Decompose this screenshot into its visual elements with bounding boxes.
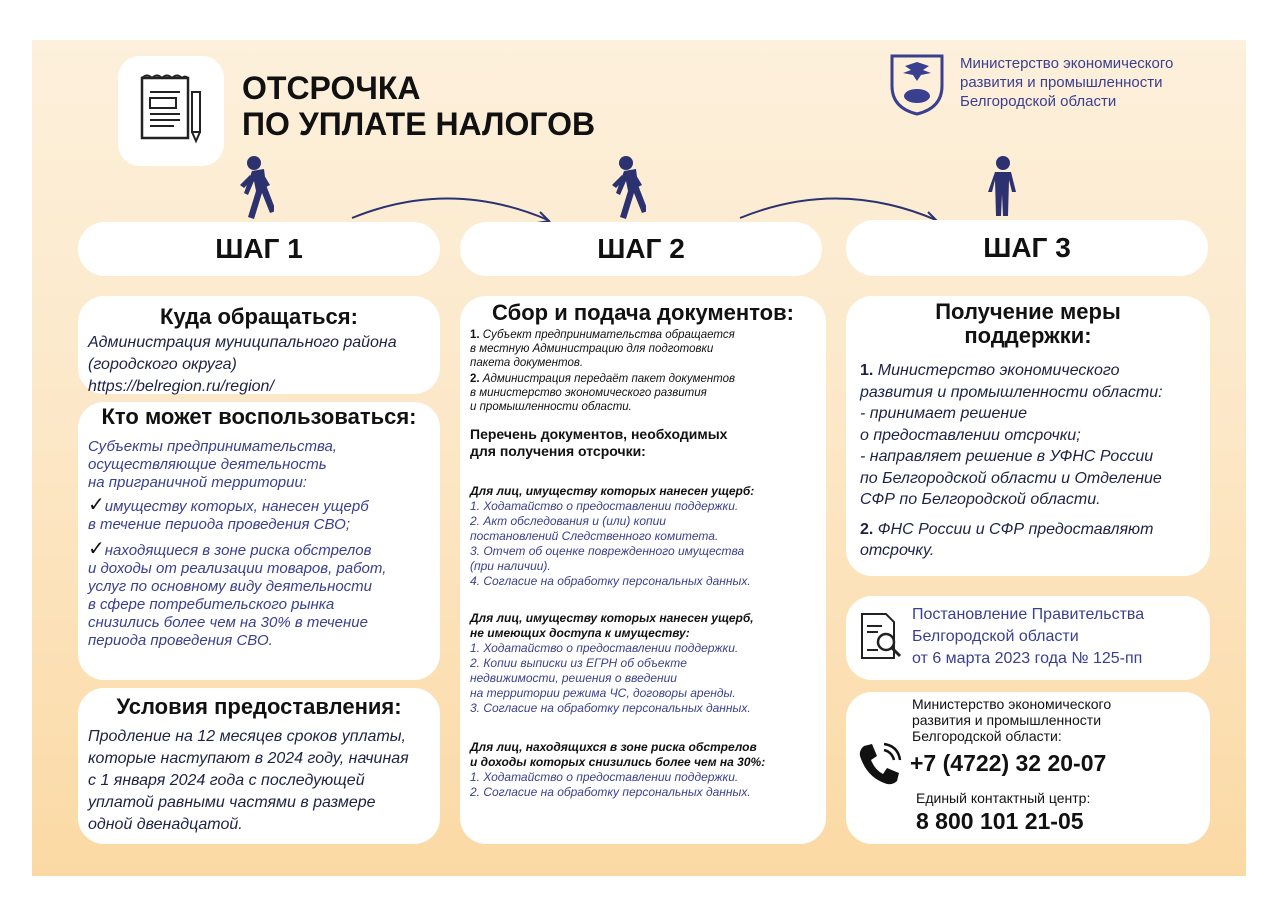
- documents-line: Субъект предпринимательства обращается: [482, 329, 735, 341]
- support-title-line: Получение меры: [935, 299, 1121, 324]
- contact-line: Белгородской области:: [912, 728, 1062, 744]
- who-line: имуществу которых, нанесен ущерб: [104, 498, 369, 515]
- step-3-pill: ШАГ 3: [846, 220, 1208, 276]
- who-intro: [88, 438, 430, 492]
- documents-line: 2. Акт обследования и (или) копии: [470, 514, 666, 528]
- ministry-phone: +7 (4722) 32 20-07: [910, 750, 1107, 776]
- step-number: 2.: [860, 520, 874, 538]
- contact-center-label: Единый контактный центр:: [916, 790, 1091, 806]
- support-line: отсрочку.: [860, 542, 935, 559]
- who-title: Кто может воспользоваться:: [101, 404, 417, 429]
- documents-line: 1. Ходатайство о предоставлении поддержки.: [470, 770, 739, 784]
- documents-line: 3. Отчет об оценке поврежденного имущества: [470, 544, 745, 558]
- contact-line: развития и промышленности: [912, 712, 1102, 728]
- conditions-line: уплатой равными частями в размере: [88, 794, 376, 811]
- conditions-line: Продление на 12 месяцев сроков уплаты,: [88, 728, 406, 745]
- documents-title: Сбор и подача документов:: [492, 300, 794, 325]
- standing-person-icon: [986, 156, 1020, 218]
- documents-line: на территории режима ЧС, договоры аренды.: [470, 686, 736, 700]
- where-line: https://belregion.ru/region/: [88, 378, 274, 395]
- step-number: 2.: [470, 373, 480, 385]
- step-1-pill: ШАГ 1: [78, 222, 440, 276]
- documents-line: недвижимости, решения о введении: [470, 671, 677, 685]
- decree-card: [846, 596, 1210, 680]
- document-magnifier-icon: [858, 610, 904, 664]
- documents-card: [460, 296, 826, 844]
- documents-line: 1. Ходатайство о предоставлении поддержки.: [470, 641, 739, 655]
- conditions-line: с 1 января 2024 года с последующей: [88, 772, 365, 789]
- who-line: Субъекты предпринимательства,: [88, 438, 337, 455]
- documents-line: 2. Копии выписки из ЕГРН об объекте: [470, 656, 687, 670]
- decree-line: Белгородской области: [912, 628, 1079, 645]
- who-line: снизились более чем на 30% в течение: [88, 614, 368, 631]
- decree-line: от 6 марта 2023 года № 125-пп: [912, 650, 1143, 667]
- support-line: - направляет решение в УФНС России: [860, 448, 1154, 465]
- who-line: периода проведения СВО.: [88, 632, 273, 649]
- documents-line: Перечень документов, необходимых: [470, 426, 728, 442]
- documents-line: для получения отсрочки:: [470, 443, 646, 459]
- documents-step-1: [470, 328, 816, 370]
- conditions-title: Условия предоставления:: [116, 694, 402, 719]
- decree-text: [912, 604, 1144, 670]
- where-to-apply-card: [78, 296, 440, 394]
- support-text: [860, 360, 1196, 562]
- where-line: (городского округа): [88, 356, 237, 373]
- conditions-text: [88, 726, 430, 836]
- step-number: 1.: [470, 329, 480, 341]
- where-line: Администрация муниципального района: [88, 334, 397, 351]
- documents-group-3: [470, 740, 816, 800]
- ministry-name: [960, 54, 1173, 111]
- documents-line: пакета документов.: [470, 357, 584, 369]
- where-text: [88, 332, 430, 398]
- phone-icon: [854, 740, 904, 790]
- conditions-line: одной двенадцатой.: [88, 816, 243, 833]
- step-number: 1.: [860, 362, 874, 379]
- who-line: на приграничной территории:: [88, 474, 307, 491]
- documents-line: Администрация передаёт пакет документов: [482, 373, 736, 385]
- support-line: - принимает решение: [860, 405, 1028, 422]
- conditions-card: [78, 688, 440, 844]
- who-line: в течение периода проведения СВО;: [88, 516, 350, 533]
- documents-line: в министерство экономического развития: [470, 387, 707, 399]
- support-line: о предоставлении отсрочки;: [860, 426, 1081, 444]
- contact-card: [846, 692, 1210, 844]
- documents-line: в местную Администрацию для подготовки: [470, 343, 714, 355]
- checkmark-icon: ✓: [88, 494, 105, 516]
- title-line-2: ПО УПЛАТЕ НАЛОГОВ: [242, 106, 596, 142]
- who-check-1: [88, 496, 430, 534]
- ministry-line: развития и промышленности: [960, 74, 1163, 91]
- documents-list-title: [470, 426, 816, 460]
- who-can-use-card: [78, 402, 440, 680]
- support-line: развития и промышленности области:: [860, 383, 1163, 401]
- walking-person-icon: [230, 155, 274, 219]
- group-title: Для лиц, находящихся в зоне риска обстрелов: [470, 740, 757, 754]
- documents-line: 2. Согласие на обработку персональных данных.: [470, 785, 751, 799]
- step-2-pill: ШАГ 2: [460, 222, 822, 276]
- documents-line: и промышленности области.: [470, 401, 632, 413]
- support-line: по Белгородской области и Отделение: [860, 469, 1162, 487]
- who-line: в сфере потребительского рынка: [88, 596, 335, 613]
- coat-of-arms-icon: [888, 52, 946, 116]
- poster: [32, 40, 1246, 876]
- group-title: не имеющих доступа к имуществу:: [470, 626, 690, 640]
- document-pencil-icon: [118, 56, 224, 166]
- who-line: находящиеся в зоне риска обстрелов: [104, 542, 372, 559]
- who-line: услуг по основному виду деятельности: [88, 578, 372, 595]
- checkmark-icon: ✓: [88, 538, 105, 560]
- group-title: Для лиц, имуществу которых нанесен ущерб:: [470, 484, 755, 498]
- documents-group-1: [470, 484, 816, 589]
- header-icon-tile: [118, 56, 224, 166]
- contact-center-phone: 8 800 101 21-05: [916, 808, 1084, 834]
- documents-line: 1. Ходатайство о предоставлении поддержки.: [470, 499, 739, 513]
- support-line: ФНС России и СФР предоставляют: [877, 520, 1154, 538]
- documents-line: 4. Согласие на обработку персональных данных.: [470, 574, 751, 588]
- support-card: [846, 296, 1210, 576]
- documents-line: (при наличии).: [470, 559, 551, 573]
- support-line: Министерство экономического: [877, 362, 1120, 379]
- group-title: Для лиц, имуществу которых нанесен ущерб,: [470, 611, 754, 625]
- who-line: осуществляющие деятельность: [88, 456, 327, 473]
- documents-line: постановлений Следственного комитета.: [470, 529, 719, 543]
- who-line: и доходы от реализации товаров, работ,: [88, 560, 387, 577]
- ministry-line: Белгородской области: [960, 93, 1117, 110]
- conditions-line: которые наступают в 2024 году, начиная: [88, 750, 409, 767]
- walking-person-icon: [602, 155, 646, 219]
- title-line-1: ОТСРОЧКА: [242, 70, 421, 106]
- documents-line: 3. Согласие на обработку персональных данных.: [470, 701, 751, 715]
- support-title: [860, 300, 1196, 348]
- ministry-line: Министерство экономического: [960, 55, 1174, 72]
- support-line: СФР по Белгородской области.: [860, 491, 1101, 508]
- decree-line: Постановление Правительства: [912, 606, 1145, 623]
- who-check-2: [88, 540, 430, 650]
- contact-org: [912, 696, 1111, 744]
- where-title: Куда обращаться:: [160, 304, 358, 329]
- group-title: и доходы которых снизились более чем на 30%:: [470, 755, 766, 769]
- page-title: [242, 70, 595, 142]
- contact-line: Министерство экономического: [912, 696, 1112, 712]
- support-title-line: поддержки:: [964, 323, 1092, 348]
- documents-group-2: [470, 611, 816, 716]
- documents-step-2: [470, 372, 816, 414]
